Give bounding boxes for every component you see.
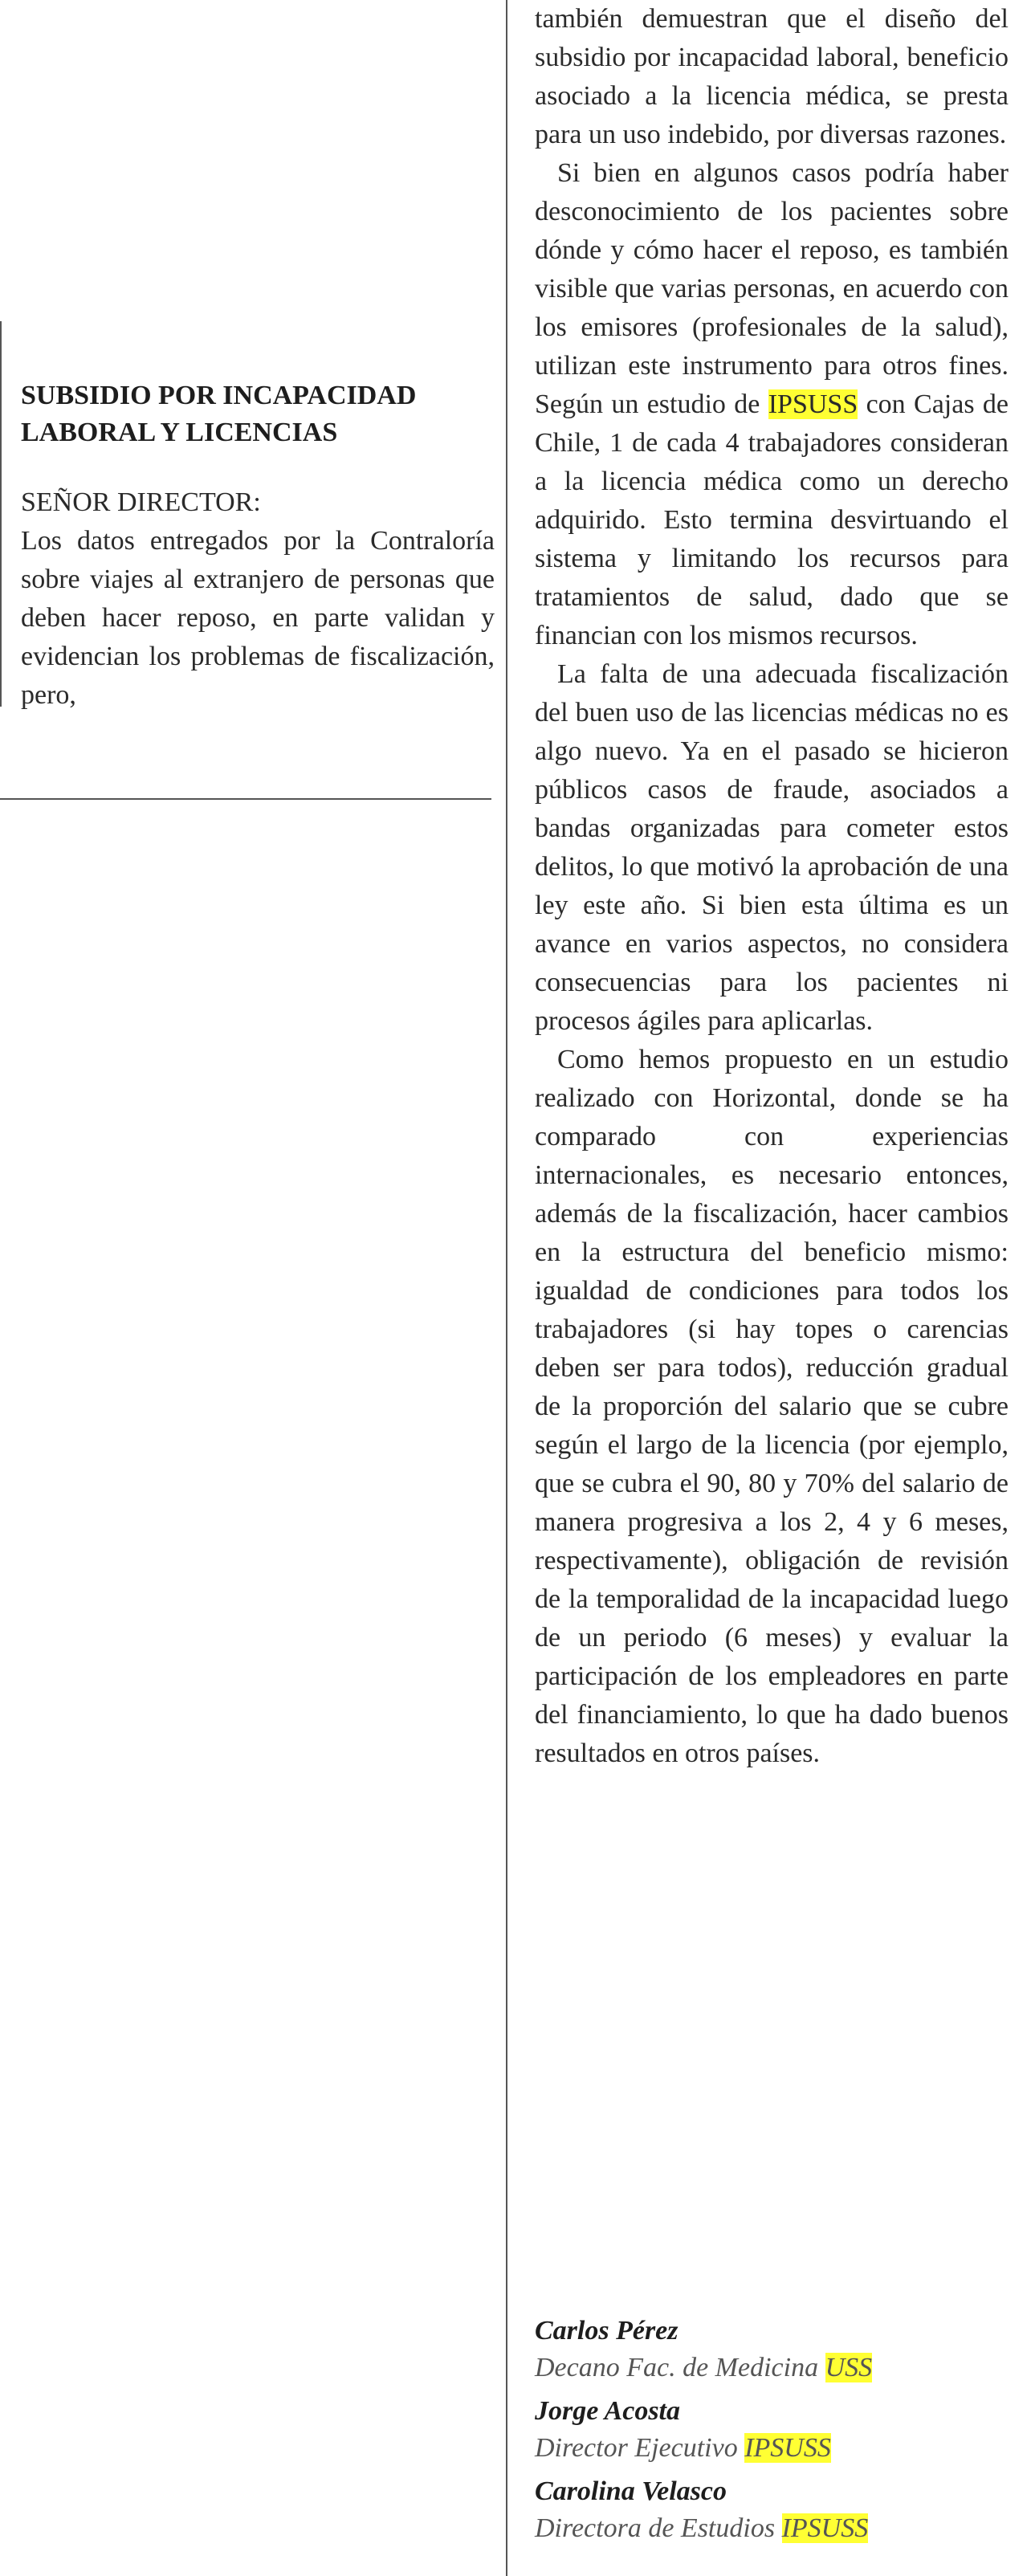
letter-body-column bbox=[535, 0, 1009, 1773]
paragraph-2-part-1: Si bien en algunos casos podría haber desconocimiento de los pacientes sobre dónde y cómo hacer el reposo, es también visible que varias personas, en acuerdo con los emisores (profesionales de la salud), utilizan este instrumento para otros fines. Según un estudio de bbox=[535, 158, 1009, 419]
signer-role-text: Directora de Estudios bbox=[535, 2513, 776, 2543]
headline-line-2: LABORAL Y LICENCIAS bbox=[21, 418, 338, 447]
column-divider-rule bbox=[0, 798, 491, 800]
paragraph-4: Como hemos propuesto en un estudio realizado con Horizontal, donde se ha comparado con experiencias internacionales, es necesario entonces, además de la fiscalización, hacer cambios en la estructura del beneficio mismo: igualdad de condiciones para todos los trabajadores (si hay topes o carencias deben ser para todos), reducción gradual de la proporción del salario que se cubre según el largo de la licencia (por ejemplo, que se cubra el 90, 80 y 70% del salario de manera progresiva a los 2, 4 y 6 meses, respectivamente), obligación de revisión de la temporalidad de la incapacidad luego de un periodo (6 meses) y evaluar la participación de los empleadores en parte del financiamiento, lo que ha dado buenos resultados en otros países. bbox=[535, 1045, 1009, 1768]
signer-name: Jorge Acosta bbox=[535, 2396, 681, 2426]
signer-highlight: IPSUSS bbox=[781, 2513, 869, 2543]
highlight-ipsuss: IPSUSS bbox=[768, 389, 858, 419]
paragraph-2-part-2: con Cajas de Chile, 1 de cada 4 trabajadores consideran a la licencia médica como un derecho adquirido. Esto termina desvirtuando el sistema y limitando los recursos para tratamientos de salud, dado que se financian con los mismos recursos. bbox=[535, 389, 1009, 650]
intro-paragraph: Los datos entregados por la Contraloría sobre viajes al extranjero de personas que deben hacer reposo, en parte validan y evidencian los problemas de fiscalización, pero, bbox=[21, 526, 495, 710]
signer-role-text: Decano Fac. de Medicina bbox=[535, 2353, 819, 2382]
signer-name: Carlos Pérez bbox=[535, 2316, 679, 2346]
signer-role bbox=[535, 2510, 1009, 2547]
headline-line-1: SUBSIDIO POR INCAPACIDAD bbox=[21, 381, 417, 410]
letter-intro-column bbox=[21, 377, 495, 715]
signer-role bbox=[535, 2430, 1009, 2467]
left-vertical-rule bbox=[0, 321, 2, 707]
center-vertical-rule bbox=[506, 0, 507, 2576]
signer-highlight: IPSUSS bbox=[744, 2433, 831, 2463]
paragraph-2 bbox=[535, 154, 1009, 655]
signature-block bbox=[535, 2313, 1009, 2554]
paragraph-3: La falta de una adecuada fiscalización del buen uso de las licencias médicas no es algo nuevo. Ya en el pasado se hicieron públicos casos de fraude, asociados a bandas organizadas para cometer estos delitos, lo que motivó la aprobación de una ley este año. Si bien esta última es un avance en varios aspectos, no considera consecuencias para los pacientes ni procesos ágiles para aplicarlas. bbox=[535, 659, 1009, 1036]
signer-role bbox=[535, 2350, 1009, 2386]
signer-role-text: Director Ejecutivo bbox=[535, 2433, 738, 2463]
signer-name: Carolina Velasco bbox=[535, 2476, 727, 2506]
paragraph-1: también demuestran que el diseño del subsidio por incapacidad laboral, beneficio asociado a la licencia médica, se presta para un uso indebido, por diversas razones. bbox=[535, 4, 1009, 149]
salutation: SEÑOR DIRECTOR: bbox=[21, 487, 261, 517]
letter-headline bbox=[21, 377, 495, 451]
signer-highlight: USS bbox=[825, 2353, 873, 2382]
